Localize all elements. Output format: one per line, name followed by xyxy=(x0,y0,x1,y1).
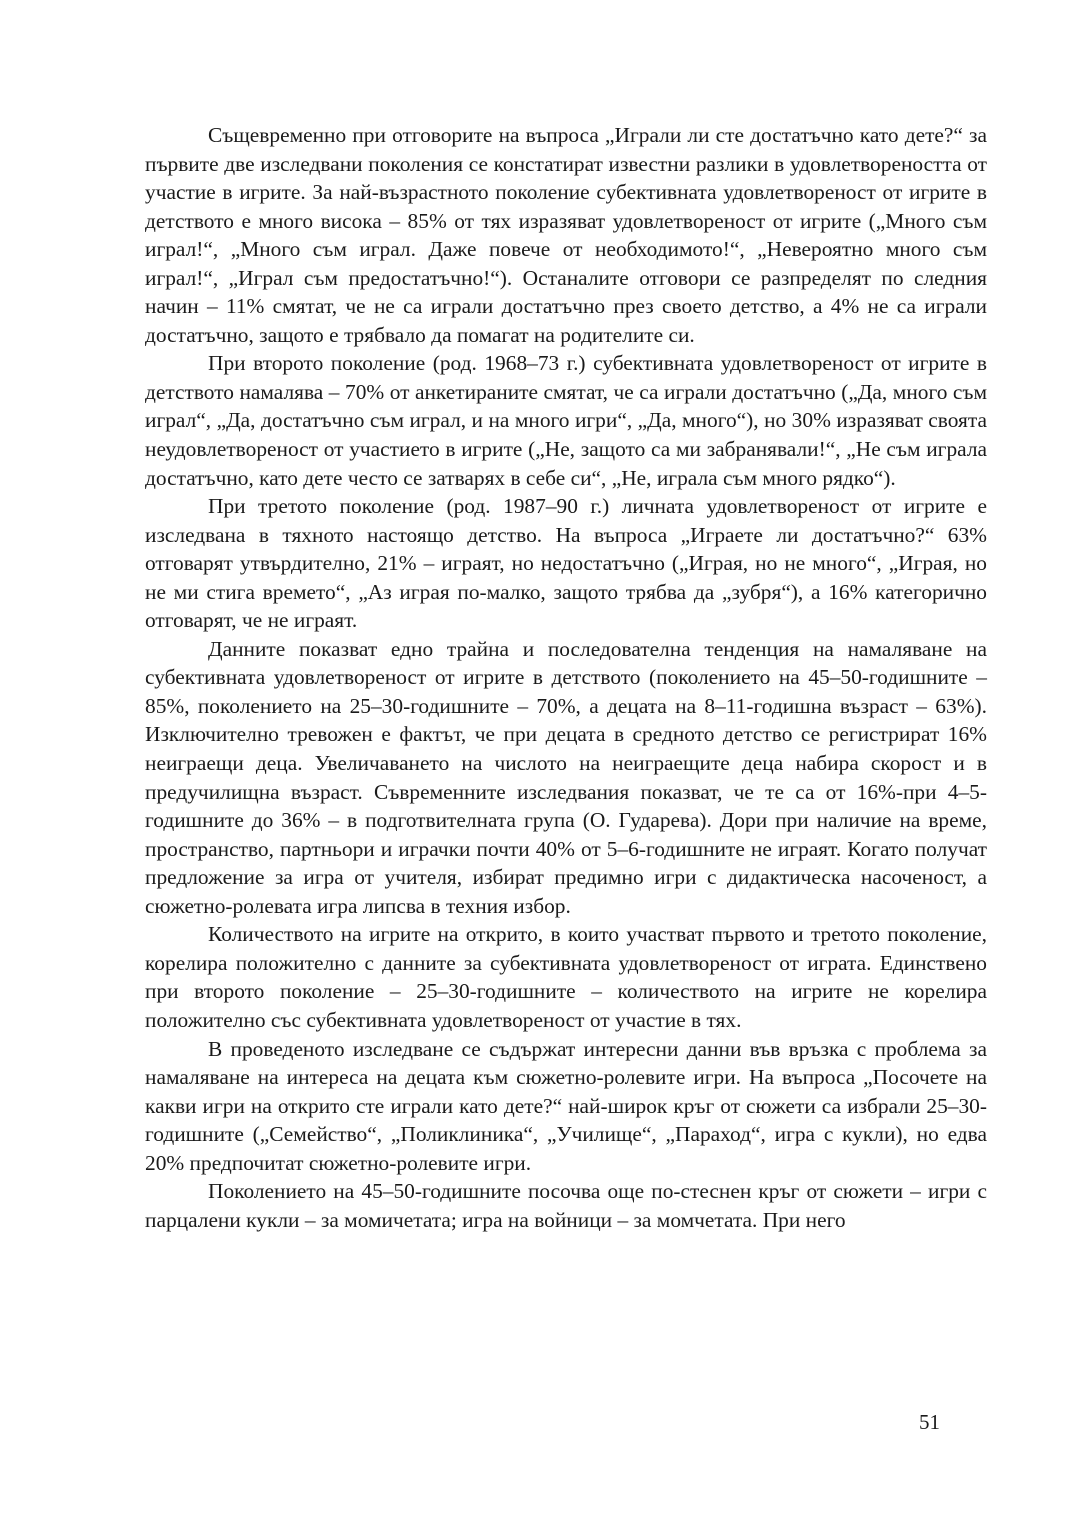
paragraph-1: Същевременно при отговорите на въпроса „Играли ли сте достатъчно като дете?“ за първите две изследвани поколения се констатират известни разлики в удовлетвореността от участие в игрите. За най-възрастното поколение субективната удовлетвореност от игрите в детството е много висока – 85% от тях изразяват удовлетвореност от игрите („Много съм играл!“, „Много съм играл. Даже повече от необходимото!“, „Невероятно много съм играл!“, „Играл съм предостатъчно!“). Останалите отговори се разпределят по следния начин – 11% смятат, че не са играли достатъчно през своето детство, а 4% не са играли достатъчно, защото е трябвало да помагат на родителите си. xyxy=(145,123,987,347)
page-number: 51 xyxy=(919,1410,940,1434)
body-text xyxy=(145,121,987,1234)
paragraph-7: Поколението на 45–50-годишните посочва още по-стеснен кръг от сюжети – игри с парцалени кукли – за момичетата; игра на войници – за момчетата. При него xyxy=(145,1179,987,1232)
paragraph-6: В проведеното изследване се съдържат интересни данни във връзка с проблема за намаляване на интереса на децата към сюжетно-ролевите игри. На въпроса „Посочете на какви игри на открито сте играли като дете?“ най-широк кръг от сюжети са избрали 25–30-годишните („Семейство“, „Поликлиника“, „Училище“, „Параход“, игра с кукли), но едва 20% предпочитат сюжетно-ролевите игри. xyxy=(145,1036,987,1175)
paragraph-5: Количеството на игрите на открито, в които участват първото и третото поколение, корелира положително с данните за субективната удовлетвореност от играта. Единствено при второто поколение – 25–30-годишните – количеството на игрите не корелира положително със субективната удовлетвореност от участие в тях. xyxy=(145,922,987,1032)
paragraph-3: При третото поколение (род. 1987–90 г.) личната удовлетвореност от игрите е изследвана в тяхното настоящо детство. На въпроса „Играете ли достатъчно?“ 63% отговарят утвърдително, 21% – играят, но недостатъчно („Играя, но не много“, „Играя, но не ми стига времето“, „Аз играя по-малко, защото трябва да „зубря“), а 16% категорично отговарят, че не играят. xyxy=(145,494,987,633)
paragraph-4: Данните показват едно трайна и последователна тенденция на намаляване на субективната удовлетвореност от игрите в детството (поколението на 45–50-годишните – 85%, поколението на 25–30-годишните – 70%, а децата на 8–11-годишна възраст – 63%). Изключително тревожен е фактът, че при децата в средното детство се регистрират 16% неиграещи деца. Увеличаването на числото на неиграещите деца набира скорост и в предучилищна възраст. Съвременните изследвания показват, че те са от 16%-при 4–5-годишните до 36% – в подготвителната група (О. Гударева). Дори при наличие на време, пространство, партньори и играчки почти 40% от 5–6-годишните не играят. Когато получат предложение за игра от учителя, избират предимно игри с дидактическа насоченост, а сюжетно-ролевата игра липсва в техния избор. xyxy=(145,636,987,918)
paragraph-2: При второто поколение (род. 1968–73 г.) субективната удовлетвореност от игрите в детството намалява – 70% от анкетираните смятат, че са играли достатъчно („Да, много съм играл“, „Да, достатъчно съм играл, и на много игри“, „Да, много“), но 30% изразяват своята неудовлетвореност от участието в игрите („Не, защото са ми забранявали!“, „Не съм играла достатъчно, като дете често се затварях в себе си“, „Не, играла съм много рядко“). xyxy=(145,351,987,490)
